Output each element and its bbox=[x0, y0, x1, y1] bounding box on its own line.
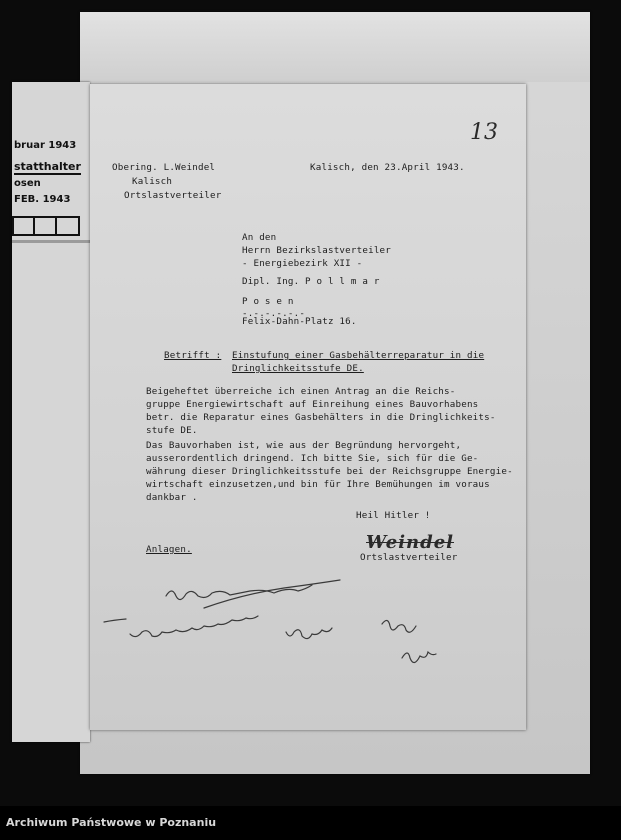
body-line-9: dankbar . bbox=[146, 492, 198, 503]
sender-line-1: Obering. L.Weindel bbox=[112, 162, 216, 173]
recipient-line-3: - Energiebezirk XII - bbox=[242, 258, 363, 269]
signer-title: Ortslastverteiler bbox=[360, 552, 458, 563]
letter-page bbox=[90, 84, 526, 730]
stamp-line-2: statthalter bbox=[14, 160, 81, 173]
subject-label: Betrifft : bbox=[164, 350, 222, 361]
enclosures-label: Anlagen. bbox=[146, 544, 192, 555]
recipient-line-7: Felix-Dahn-Platz 16. bbox=[242, 316, 357, 327]
archive-caption: Archiwum Państwowe w Poznaniu bbox=[6, 816, 217, 829]
body-line-4: stufe DE. bbox=[146, 425, 198, 436]
body-line-1: Beigeheftet überreiche ich einen Antrag an die Reichs- bbox=[146, 386, 456, 397]
body-line-5: Das Bauvorhaben ist, wie aus der Begründung hervorgeht, bbox=[146, 440, 462, 451]
body-line-8: wirtschaft einzusetzen,und bin für Ihre Bemühungen im voraus bbox=[146, 479, 490, 490]
handwritten-signature: Weindel bbox=[366, 532, 454, 553]
place-date: Kalisch, den 23.April 1943. bbox=[310, 162, 465, 173]
body-line-3: betr. die Reparatur eines Gasbehälters in die Dringlichkeits- bbox=[146, 412, 496, 423]
body-line-7: währung dieser Dringlichkeitsstufe bei der Reichsgruppe Energie- bbox=[146, 466, 513, 477]
subject-line-1: Einstufung einer Gasbehälterreparatur in die bbox=[232, 350, 485, 361]
stamp-line-4: FEB. 1943 bbox=[14, 194, 71, 205]
handwritten-annotations bbox=[90, 84, 526, 730]
background-sheet-fold bbox=[80, 12, 590, 82]
stamp-grid bbox=[12, 216, 80, 236]
stamp-line-1: bruar 1943 bbox=[14, 140, 77, 151]
recipient-line-4: Dipl. Ing. P o l l m a r bbox=[242, 276, 380, 287]
receipt-stamp bbox=[12, 134, 82, 240]
stamp-line-3: osen bbox=[14, 178, 41, 189]
closing: Heil Hitler ! bbox=[356, 510, 431, 521]
body-line-2: gruppe Energiewirtschaft auf Einreihung eines Bauvorhabens bbox=[146, 399, 479, 410]
body-line-6: ausserordentlich dringend. Ich bitte Sie, sich für die Ge- bbox=[146, 453, 479, 464]
subject-line-2: Dringlichkeitsstufe DE. bbox=[232, 363, 364, 374]
recipient-line-6: -.-.-.-.-.- bbox=[242, 308, 306, 319]
recipient-line-1: An den bbox=[242, 232, 277, 243]
sender-line-2: Kalisch bbox=[132, 176, 173, 187]
page-number: 13 bbox=[470, 120, 498, 145]
recipient-line-2: Herrn Bezirkslastverteiler bbox=[242, 245, 392, 256]
strip-divider bbox=[12, 240, 90, 243]
recipient-line-5: P o s e n bbox=[242, 296, 294, 307]
sender-line-3: Ortslastverteiler bbox=[124, 190, 222, 201]
